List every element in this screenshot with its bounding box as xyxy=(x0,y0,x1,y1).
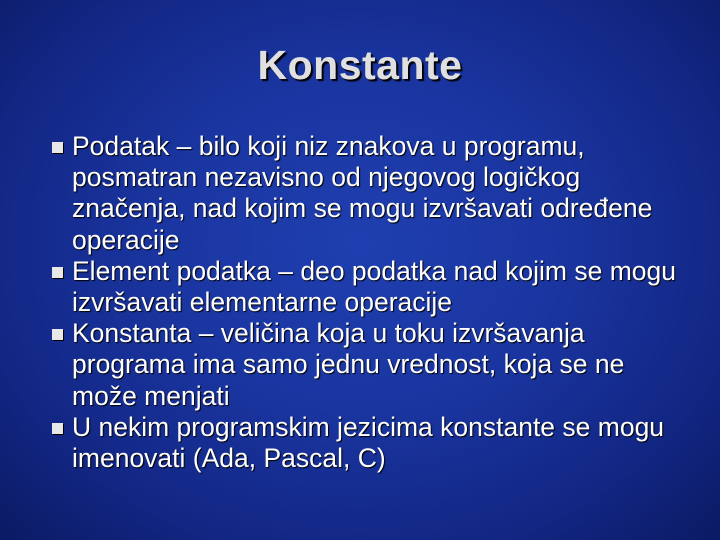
bullet-text: Podatak – bilo koji niz znakova u programu, posmatran nezavisno od njegovog logičkog značenja, nad kojim se mogu izvršavati određene operacije xyxy=(72,131,653,255)
bullet-item xyxy=(52,412,692,474)
bullet-item xyxy=(52,131,692,256)
bullet-list xyxy=(52,131,692,474)
square-bullet-icon xyxy=(52,329,63,340)
bullet-text: Element podatka – deo podatka nad kojim se mogu izvršavati elementarne operacije xyxy=(72,255,677,318)
square-bullet-icon xyxy=(52,142,63,153)
square-bullet-icon xyxy=(52,423,63,434)
slide-title: Konstante xyxy=(257,42,463,88)
bullet-text: Konstanta – veličina koja u toku izvršavanja programa ima samo jednu vrednost, koja se ne može menjati xyxy=(72,318,625,411)
bullet-text: U nekim programskim jezicima konstante se mogu imenovati (Ada, Pascal, C) xyxy=(72,411,665,474)
bullet-item xyxy=(52,256,692,318)
square-bullet-icon xyxy=(52,267,63,278)
bullet-item xyxy=(52,318,692,412)
